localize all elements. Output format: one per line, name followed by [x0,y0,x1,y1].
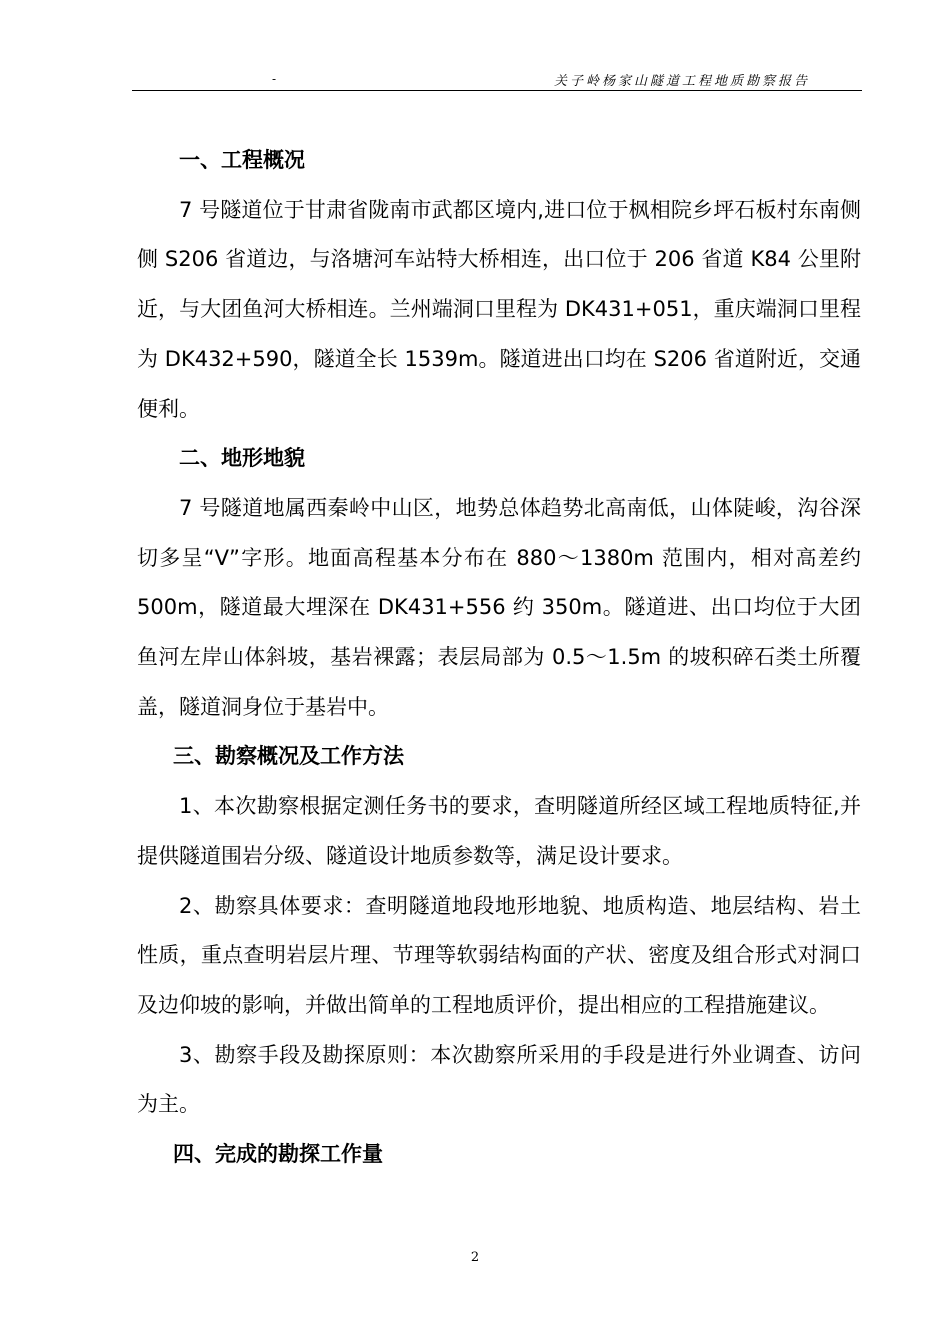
section-heading: 一、工程概况 [179,148,305,172]
paragraph: 2、勘察具体要求：查明隧道地段地形地貌、地质构造、地层结构、岩土性质，重点查明岩层片理、节理等软弱结构面的产状、密度及组合形式对洞口及边仰坡的影响，并做出简单的工程地质评价，提出相应的工程措施建议。 [137,893,861,1017]
page-header [132,60,862,91]
paragraph: 7 号隧道位于甘肃省陇南市武都区境内,进口位于枫相院乡坪石板村东南侧侧 S206 省道边，与洛塘河车站特大桥相连，出口位于 206 省道 K84 公里附近，与大团鱼河大桥相连。兰州端洞口里程为 DK431+051，重庆端洞口里程为 DK432+590，隧道全长 1539m。隧道进出口均在 S206 省道附近，交通便利。 [137,197,861,421]
section-heading: 三、勘察概况及工作方法 [173,744,404,769]
document-body [137,136,861,1180]
paragraph: 1、本次勘察根据定测任务书的要求，查明隧道所经区域工程地质特征,并提供隧道围岩分级、隧道设计地质参数等，满足设计要求。 [137,794,861,868]
section-heading: 四、完成的勘探工作量 [173,1142,383,1167]
header-title: 关子岭杨家山隧道工程地质勘察报告 [553,74,810,89]
paragraph: 7 号隧道地属西秦岭中山区，地势总体趋势北高南低，山体陡峻，沟谷深切多呈“V”字形。地面高程基本分布在 880～1380m 范围内，相对高差约 500m，隧道最大埋深在 DK431+556 约 350m。隧道进、出口均位于大团鱼河左岸山体斜坡，基岩裸露；表层局部为 0.5～1.5m 的坡积碎石类土所覆盖，隧道洞身位于基岩中。 [137,495,861,719]
paragraph: 3、勘察手段及勘探原则：本次勘察所采用的手段是进行外业调查、访问为主。 [137,1042,861,1117]
header-left-mark: - [272,72,277,86]
section-heading: 二、地形地貌 [179,446,305,471]
page-number: 2 [470,1250,480,1265]
